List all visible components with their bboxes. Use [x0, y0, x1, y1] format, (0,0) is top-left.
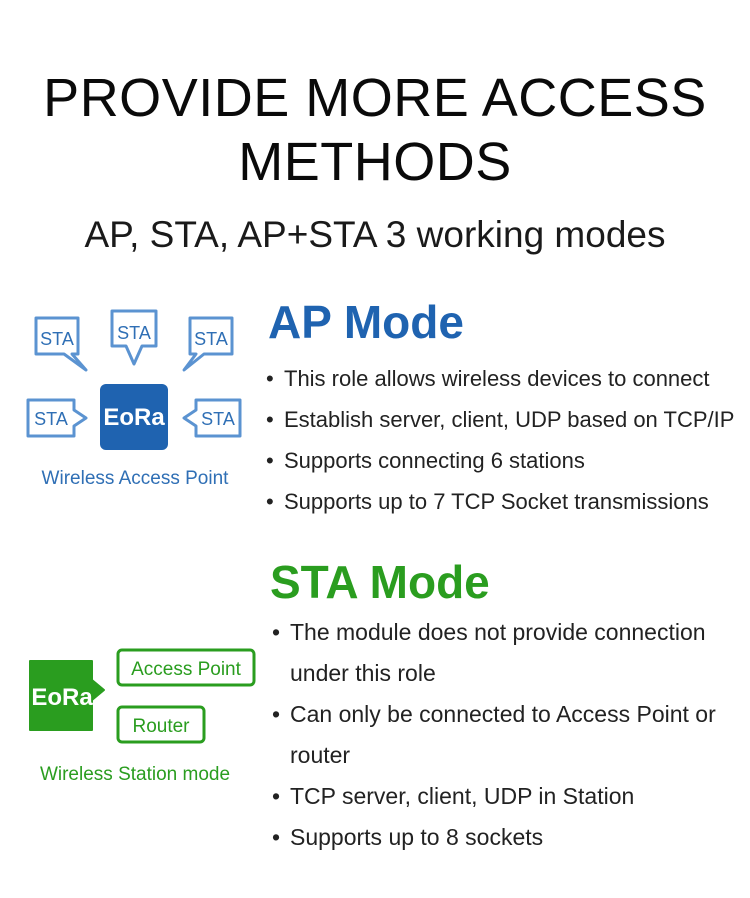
list-item: • Supports up to 7 TCP Socket transmissions [266, 481, 746, 522]
router-label: Router [132, 716, 190, 737]
ap-mode-title: AP Mode [268, 296, 464, 348]
ap-caption: Wireless Access Point [41, 468, 229, 489]
ap-bullet-list [266, 358, 746, 522]
title-line-2: METHODS [238, 132, 512, 192]
eora-label: EoRa [103, 404, 165, 431]
list-item: • Establish server, client, UDP based on TCP/IP [266, 399, 746, 440]
access-point-label: Access Point [131, 659, 241, 680]
list-item: • Can only be connected to Access Point or router [272, 694, 742, 776]
list-item: • This role allows wireless devices to connect [266, 358, 746, 399]
list-item: • TCP server, client, UDP in Station [272, 776, 742, 817]
sta-caption: Wireless Station mode [39, 764, 231, 785]
sta-label: STA [117, 323, 151, 343]
sta-bullet-list [272, 612, 742, 858]
eora-label: EoRa [31, 684, 93, 711]
sta-label: STA [40, 329, 74, 349]
sta-label: STA [201, 409, 235, 429]
title-line-1: PROVIDE MORE ACCESS [43, 68, 707, 128]
page-subtitle: AP, STA, AP+STA 3 working modes [84, 214, 666, 255]
list-item: • Supports up to 8 sockets [272, 817, 742, 858]
sta-mode-title: STA Mode [270, 556, 490, 608]
sta-label: STA [194, 329, 228, 349]
sta-diagram [0, 0, 270, 800]
sta-label: STA [34, 409, 68, 429]
list-item: • Supports connecting 6 stations [266, 440, 746, 481]
list-item: • The module does not provide connection under this role [272, 612, 742, 694]
